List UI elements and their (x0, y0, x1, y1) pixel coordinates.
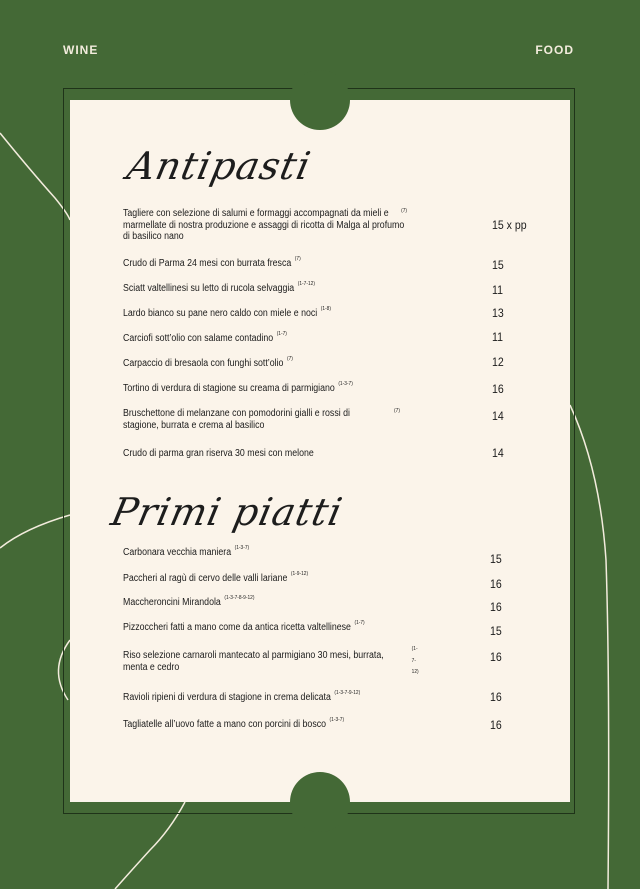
menu-item (123, 646, 419, 675)
menu-item-price: 13 (492, 306, 504, 320)
menu-item-name: Pizzoccheri fatti a mano come da antica ricetta valtellinese (123, 622, 351, 633)
menu-item (123, 622, 365, 634)
allergen-codes: (1-7) (354, 620, 365, 626)
menu-card (70, 100, 570, 802)
allergen-codes: (1-7-12) (297, 281, 315, 287)
menu-item (123, 258, 301, 270)
menu-item-name: Carciofi sott’olio con salame contadino (123, 333, 274, 344)
menu-item-price: 16 (490, 718, 502, 732)
menu-item-price: 15 x pp (492, 218, 527, 232)
allergen-codes: (1-3-7) (234, 545, 250, 551)
allergen-codes: (1-7) (276, 331, 287, 337)
menu-item-price: 16 (490, 600, 502, 614)
allergen-codes: (1-3-7-8-9-12) (224, 595, 255, 601)
menu-item-name: Maccheroncini Mirandola (123, 597, 221, 608)
menu-item (123, 358, 293, 370)
menu-item-name: Crudo di parma gran riserva 30 mesi con melone (123, 448, 314, 459)
menu-item-price: 11 (492, 283, 503, 297)
menu-item-name: Tortino di verdura di stagione su creama di parmigiano (123, 383, 335, 394)
allergen-codes: (7) (286, 356, 293, 362)
section-title-primi-piatti: Primi piatti (107, 490, 347, 534)
menu-item-name: Carbonara vecchia maniera (123, 547, 232, 558)
allergen-codes: (1-3-7) (338, 381, 353, 387)
allergen-codes: (1-7-12) (411, 646, 419, 675)
menu-item-name: Riso selezione carnaroli mantecato al parmigiano 30 mesi, burrata, menta e cedro (123, 650, 384, 673)
menu-item (123, 383, 353, 395)
allergen-codes: (7) (294, 256, 301, 262)
menu-item-price: 16 (490, 577, 502, 591)
card-notch-top (290, 70, 350, 130)
menu-item-name: Ravioli ripieni di verdura di stagione in crema delicata (123, 692, 331, 703)
menu-item (123, 692, 360, 704)
card-notch-bottom (290, 772, 350, 832)
menu-item-price: 14 (492, 446, 504, 460)
menu-item-price: 12 (492, 355, 504, 369)
menu-item-name: Lardo bianco su pane nero caldo con miele e noci (123, 308, 318, 319)
nav-food-link[interactable]: FOOD (535, 43, 574, 57)
menu-item (123, 719, 344, 731)
menu-item (123, 333, 287, 345)
allergen-codes: (7) (401, 208, 408, 214)
menu-item-name: Sciatt valtellinesi su letto di rucola selvaggia (123, 283, 295, 294)
menu-item (123, 573, 308, 585)
menu-item-price: 16 (492, 382, 504, 396)
menu-item (123, 283, 315, 295)
menu-item-price: 16 (490, 690, 502, 704)
allergen-codes: (7) (394, 408, 400, 414)
menu-item (123, 308, 331, 320)
menu-item (123, 448, 317, 460)
menu-item-name: Paccheri al ragù di cervo delle valli lariane (123, 573, 288, 584)
menu-item-price: 15 (492, 258, 504, 272)
allergen-codes: (1-3-7) (329, 717, 345, 723)
allergen-codes: (1-8) (320, 306, 331, 312)
menu-item-name: Tagliere con selezione di salumi e formaggi accompagnati da mieli e marmellate di nostra produzione e assaggi di ricotta di Malga al profumo di basilico nano (123, 208, 405, 242)
menu-item-name: Crudo di Parma 24 mesi con burrata fresca (123, 258, 292, 269)
menu-item-price: 14 (492, 409, 504, 423)
menu-item (123, 547, 249, 559)
menu-item-name: Bruschettone di melanzane con pomodorini gialli e rossi di stagione, burrata e crema al basilico (123, 408, 350, 431)
section-title-antipasti: Antipasti (123, 144, 315, 188)
nav-wine-link[interactable]: WINE (63, 43, 99, 57)
menu-item (123, 597, 254, 609)
menu-item-price: 15 (490, 552, 502, 566)
menu-item-name: Tagliatelle all’uovo fatte a mano con porcini di bosco (123, 719, 327, 730)
menu-item (123, 408, 400, 431)
menu-item (123, 208, 413, 243)
menu-item-name: Carpaccio di bresaola con funghi sott’olio (123, 358, 284, 369)
menu-item-price: 16 (490, 650, 502, 664)
allergen-codes: (1-9-12) (290, 571, 309, 577)
menu-item-price: 15 (490, 624, 502, 638)
allergen-codes: (1-3-7-9-12) (334, 690, 361, 696)
menu-item-price: 11 (492, 330, 503, 344)
